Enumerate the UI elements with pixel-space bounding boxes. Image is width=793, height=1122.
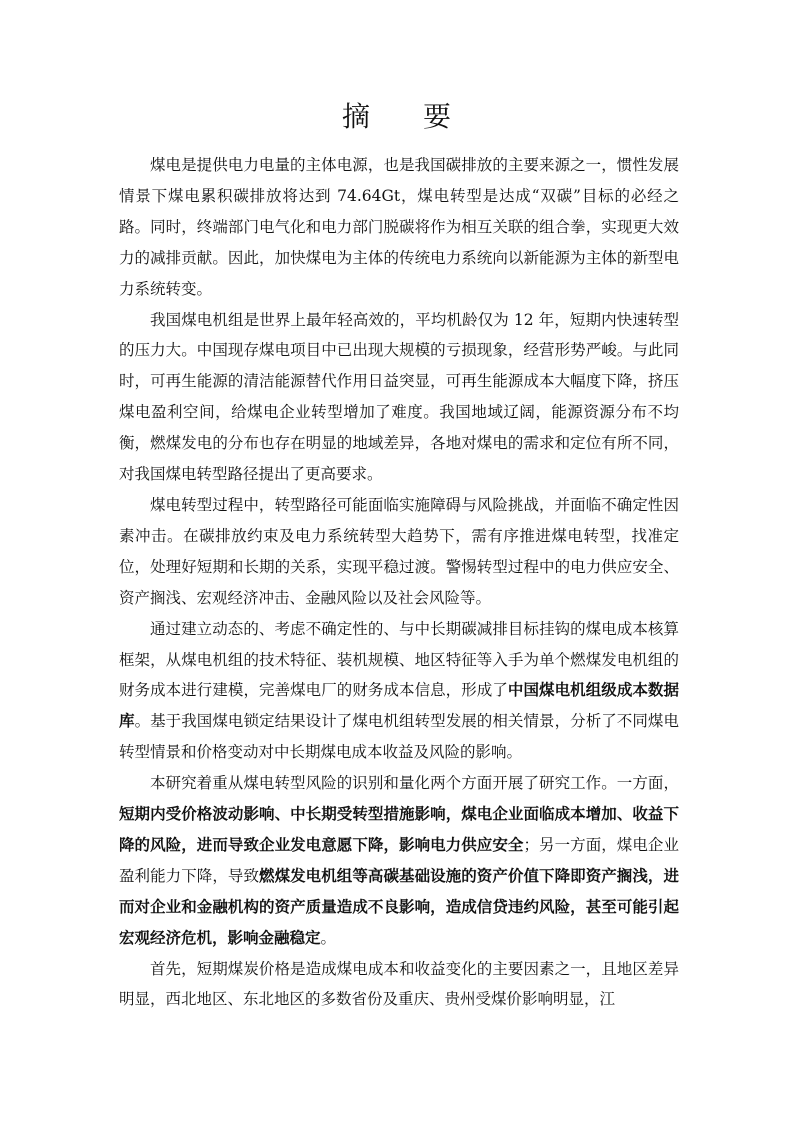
text-segment: 。基于我国煤电锁定结果设计了煤电机组转型发展的相关情景，分析了不同煤电转型情景和价格变动对中长期煤电成本收益及风险的影响。 xyxy=(119,712,679,762)
text-segment: 首先，短期煤炭价格是造成煤电成本和收益变化的主要因素之一，且地区差异明显，西北地区、东北地区的多数省份及重庆、贵州受煤价影响明显，江 xyxy=(119,959,679,1009)
text-segment: 通过建立动态的、考虑不确定性的、与中长期碳减排目标挂钩的煤电成本核算框架，从煤电机组的技术特征、装机规模、地区特征等入手为单个燃煤发电机组的财务成本进行建模，完善煤电厂的财务成本信息，形成了 xyxy=(119,619,679,700)
bold-highlight: 短期内受价格波动影响、中长期受转型措施影响，煤电企业面临成本增加、收益下降的风险，进而导致企业发电意愿下降，影响电力供应安全 xyxy=(119,804,679,854)
paragraph-4 xyxy=(119,614,679,769)
page-title: 摘 要 xyxy=(342,100,473,133)
text-segment: ；另一方面，煤电企业盈利能力下降，导致 xyxy=(119,835,679,885)
abstract-body xyxy=(119,150,679,1015)
text-segment: 煤电是提供电力电量的主体电源，也是我国碳排放的主要来源之一，惯性发展情景下煤电累积碳排放将达到 74.64Gt，煤电转型是达成“双碳”目标的必经之路。同时，终端部门电气化和电力部门脱碳将作为相互关联的组合拳，实现更大效力的减排贡献。因此，加快煤电为主体的传统电力系统向以新能源为主体的新型电力系统转变。 xyxy=(119,156,679,298)
text-segment: 煤电转型过程中，转型路径可能面临实施障碍与风险挑战，并面临不确定性因素冲击。在碳排放约束及电力系统转型大趋势下，需有序推进煤电转型，找准定位，处理好短期和长期的关系，实现平稳过渡。警惕转型过程中的电力供应安全、资产搁浅、宏观经济冲击、金融风险以及社会风险等。 xyxy=(119,495,679,607)
bold-highlight: 燃煤发电机组等高碳基础设施的资产价值下降即资产搁浅，进而对企业和金融机构的资产质量造成不良影响，造成信贷违约风险，甚至可能引起宏观经济危机，影响金融稳定 xyxy=(119,865,679,947)
bold-highlight: 中国煤电机组级成本数据库 xyxy=(119,680,679,731)
paragraph-6 xyxy=(119,954,679,1016)
paragraph-2 xyxy=(119,305,679,490)
paragraph-1 xyxy=(119,150,679,305)
paragraph-5 xyxy=(119,768,679,953)
text-segment: 我国煤电机组是世界上最年轻高效的，平均机龄仅为 12 年，短期内快速转型的压力大。中国现存煤电项目中已出现大规模的亏损现象，经营形势严峻。与此同时，可再生能源的清洁能源替代作用日益突显，可再生能源成本大幅度下降，挤压煤电盈利空间，给煤电企业转型增加了难度。我国地域辽阔，能源资源分布不均衡，燃煤发电的分布也存在明显的地域差异，各地对煤电的需求和定位有所不同，对我国煤电转型路径提出了更高要求。 xyxy=(119,310,679,484)
text-segment: 。 xyxy=(320,928,337,947)
paragraph-3 xyxy=(119,490,679,614)
text-segment: 本研究着重从煤电转型风险的识别和量化两个方面开展了研究工作。一方面， xyxy=(150,774,679,793)
